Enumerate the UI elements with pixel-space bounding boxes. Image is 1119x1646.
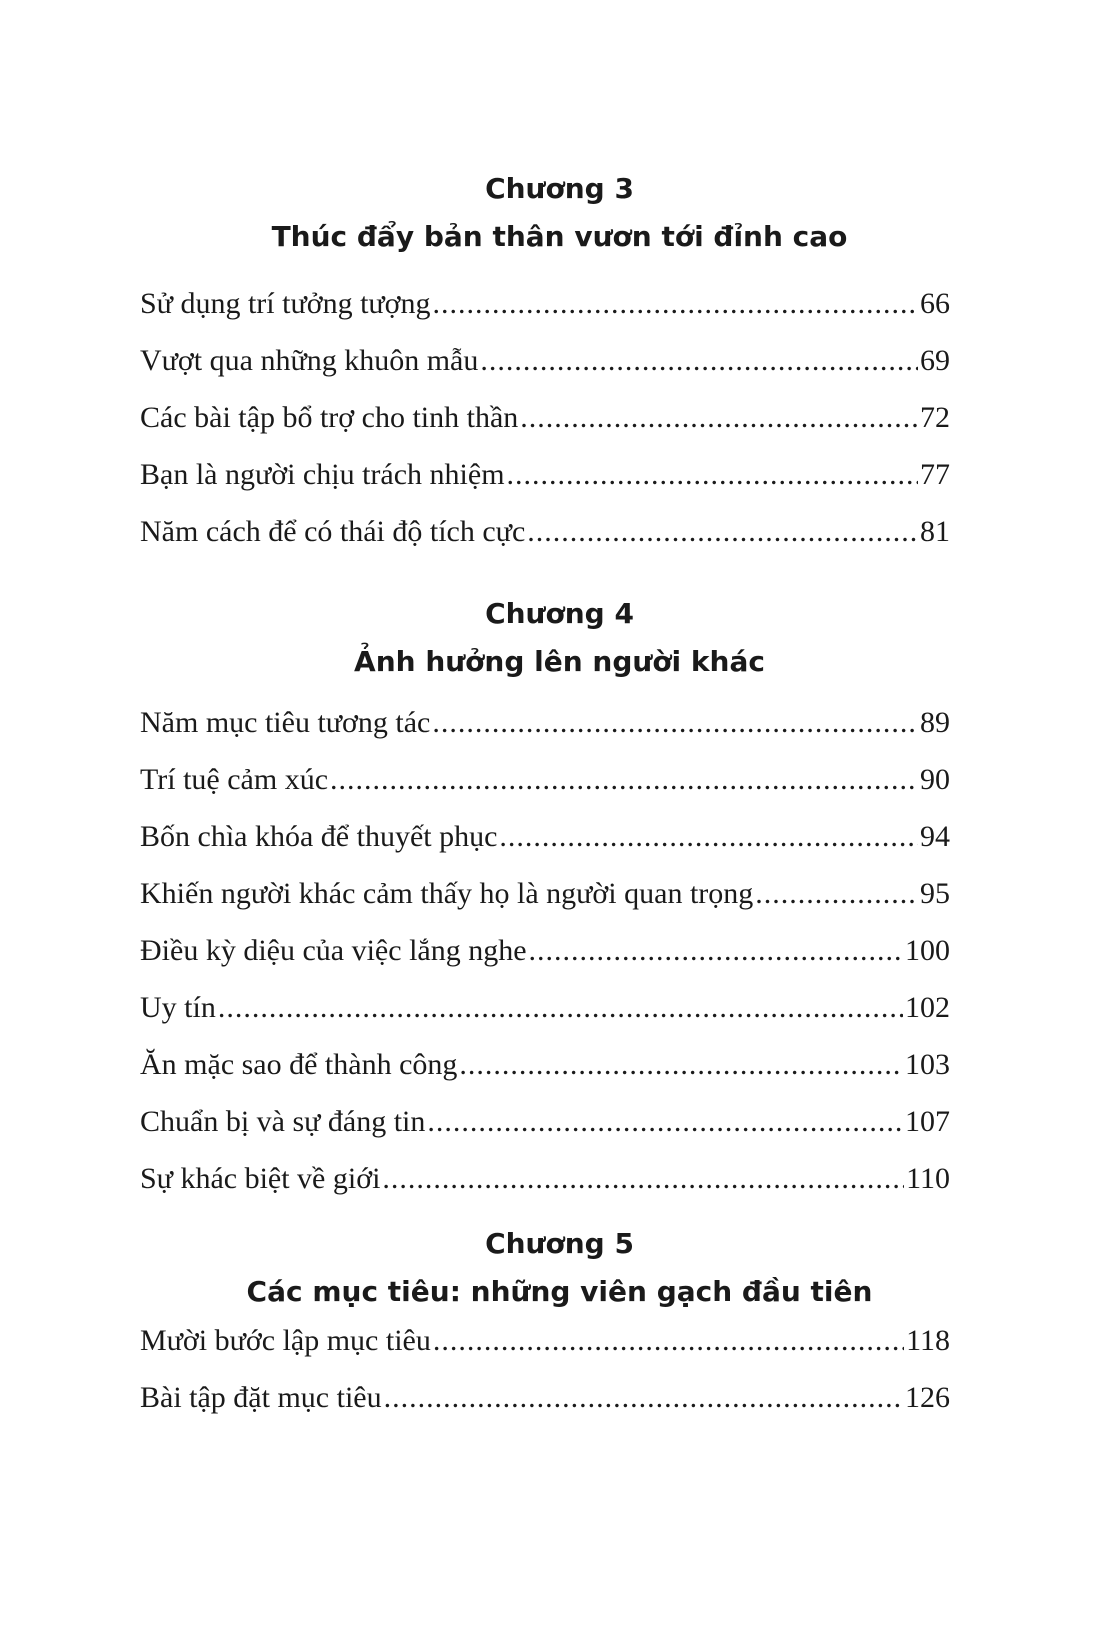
dot-leader [520, 401, 918, 435]
dot-leader [330, 763, 918, 797]
dot-leader [499, 820, 918, 854]
dot-leader [527, 515, 918, 549]
entry-title: Năm mục tiêu tương tác [140, 706, 431, 739]
toc-entry[interactable] [140, 1105, 950, 1162]
dot-leader [433, 287, 918, 321]
toc-entry[interactable] [140, 401, 950, 458]
entry-title: Mười bước lập mục tiêu [140, 1324, 431, 1357]
chapter-4-entries [140, 706, 950, 1219]
entry-page: 66 [920, 287, 950, 320]
entry-page: 118 [906, 1324, 950, 1357]
entry-page: 72 [920, 401, 950, 434]
entry-title: Bạn là người chịu trách nhiệm [140, 458, 505, 491]
toc-entry[interactable] [140, 1381, 950, 1438]
dot-leader [480, 344, 918, 378]
entry-title: Ăn mặc sao để thành công [140, 1048, 458, 1081]
dot-leader [529, 934, 903, 968]
dot-leader [384, 1381, 903, 1415]
chapter-title: Các mục tiêu: những viên gạch đầu tiên [246, 1275, 873, 1308]
toc-entry[interactable] [140, 763, 950, 820]
dot-leader [427, 1105, 903, 1139]
chapter-label: Chương 3 [485, 172, 634, 205]
entry-page: 95 [920, 877, 950, 910]
entry-title: Chuẩn bị và sự đáng tin [140, 1105, 426, 1138]
entry-page: 103 [905, 1048, 950, 1081]
entry-title: Uy tín [140, 991, 216, 1024]
dot-leader [755, 877, 918, 911]
entry-title: Bốn chìa khóa để thuyết phục [140, 820, 498, 853]
chapter-title: Thúc đẩy bản thân vươn tới đỉnh cao [271, 220, 848, 253]
chapter-5 [0, 1220, 1119, 1316]
toc-entry[interactable] [140, 515, 950, 572]
toc-entry[interactable] [140, 934, 950, 991]
toc-entry[interactable] [140, 991, 950, 1048]
entry-title: Sử dụng trí tưởng tượng [140, 287, 431, 320]
entry-page: 100 [905, 934, 950, 967]
entry-page: 107 [905, 1105, 950, 1138]
dot-leader [459, 1048, 903, 1082]
entry-title: Bài tập đặt mục tiêu [140, 1381, 382, 1414]
chapter-3-entries [140, 287, 950, 572]
chapter-3 [0, 165, 1119, 261]
toc-entry[interactable] [140, 1048, 950, 1105]
dot-leader [507, 458, 918, 492]
toc-entry[interactable] [140, 1324, 950, 1381]
dot-leader [218, 991, 903, 1025]
chapter-title: Ảnh hưởng lên người khác [354, 645, 765, 678]
dot-leader [382, 1162, 904, 1196]
entry-title: Sự khác biệt về giới [140, 1162, 381, 1195]
toc-entry[interactable] [140, 877, 950, 934]
toc-entry[interactable] [140, 458, 950, 515]
entry-page: 77 [920, 458, 950, 491]
toc-entry[interactable] [140, 344, 950, 401]
entry-title: Năm cách để có thái độ tích cực [140, 515, 526, 548]
entry-page: 90 [920, 763, 950, 796]
chapter-label: Chương 5 [485, 1227, 634, 1260]
toc-entry[interactable] [140, 1162, 950, 1219]
entry-page: 94 [920, 820, 950, 853]
entry-page: 102 [905, 991, 950, 1024]
entry-page: 69 [920, 344, 950, 377]
toc-entry[interactable] [140, 706, 950, 763]
chapter-5-entries [140, 1324, 950, 1438]
entry-title: Khiến người khác cảm thấy họ là người quan trọng [140, 877, 754, 910]
entry-title: Các bài tập bổ trợ cho tinh thần [140, 401, 519, 434]
dot-leader [432, 706, 918, 740]
entry-title: Trí tuệ cảm xúc [140, 763, 329, 796]
entry-page: 81 [920, 515, 950, 548]
entry-page: 110 [906, 1162, 950, 1195]
entry-page: 89 [920, 706, 950, 739]
entry-page: 126 [905, 1381, 950, 1414]
chapter-label: Chương 4 [485, 597, 634, 630]
chapter-4 [0, 590, 1119, 686]
entry-title: Điều kỳ diệu của việc lắng nghe [140, 934, 527, 967]
entry-title: Vượt qua những khuôn mẫu [140, 344, 479, 377]
toc-entry[interactable] [140, 820, 950, 877]
toc-entry[interactable] [140, 287, 950, 344]
dot-leader [433, 1324, 904, 1358]
